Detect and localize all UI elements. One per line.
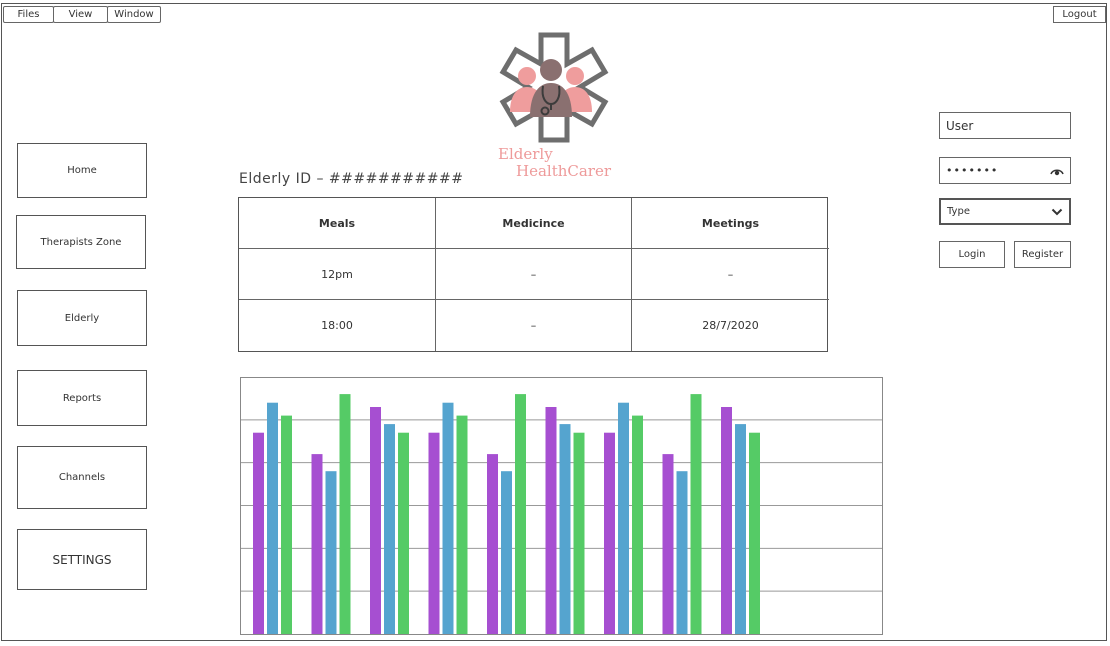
brand-line-1: Elderly xyxy=(498,145,553,163)
menu-view[interactable]: View xyxy=(53,6,108,23)
register-button[interactable]: Register xyxy=(1014,241,1071,268)
table-cell: – xyxy=(436,300,632,351)
chart-bar-purple-7 xyxy=(604,433,615,634)
chart-bar-blue-3 xyxy=(384,424,395,634)
schedule-table xyxy=(238,197,828,352)
table-header-meetings: Meetings xyxy=(632,198,829,249)
chart-bar-purple-3 xyxy=(370,407,381,634)
login-button[interactable]: Login xyxy=(939,241,1005,268)
chart-bar-green-8 xyxy=(691,394,702,634)
chart-bar-purple-9 xyxy=(721,407,732,634)
chart-bar-green-6 xyxy=(574,433,585,634)
chart-bar-blue-2 xyxy=(326,471,337,634)
sidebar-item-channels[interactable]: Channels xyxy=(17,446,147,509)
sidebar-item-elderly[interactable]: Elderly xyxy=(17,290,147,346)
chart-bar-purple-5 xyxy=(487,454,498,634)
chart-bar-purple-4 xyxy=(429,433,440,634)
table-cell: 18:00 xyxy=(239,300,436,351)
username-input[interactable]: User xyxy=(939,112,1071,139)
chart-bar-green-3 xyxy=(398,433,409,634)
logout-button[interactable]: Logout xyxy=(1053,6,1106,23)
chart-bar-blue-6 xyxy=(560,424,571,634)
type-select-value: Type xyxy=(947,206,970,217)
sidebar-item-home[interactable]: Home xyxy=(17,143,147,198)
chart-bar-green-1 xyxy=(281,416,292,634)
chevron-down-icon xyxy=(1051,208,1063,216)
table-header-medicine: Medicince xyxy=(436,198,632,249)
chart-bar-green-5 xyxy=(515,394,526,634)
brand-line-2: HealthCarer xyxy=(516,162,612,180)
table-cell: – xyxy=(632,249,829,300)
chart-bar-green-9 xyxy=(749,433,760,634)
show-password-eye-icon[interactable] xyxy=(1050,166,1064,176)
table-cell: 12pm xyxy=(239,249,436,300)
table-cell: – xyxy=(436,249,632,300)
elderly-id-label: Elderly ID – ########### xyxy=(239,171,464,187)
chart-bar-blue-7 xyxy=(618,403,629,634)
sidebar-item-therapists-zone[interactable]: Therapists Zone xyxy=(16,215,146,269)
chart-bar-purple-8 xyxy=(663,454,674,634)
medical-star-logo-icon xyxy=(494,32,614,144)
table-header-meals: Meals xyxy=(239,198,436,249)
chart-bar-blue-8 xyxy=(677,471,688,634)
brand-name xyxy=(498,146,611,180)
chart-bar-purple-1 xyxy=(253,433,264,634)
chart-bar-blue-1 xyxy=(267,403,278,634)
chart-bar-green-7 xyxy=(632,416,643,634)
sidebar-item-reports[interactable]: Reports xyxy=(17,370,147,426)
type-select[interactable] xyxy=(939,198,1071,225)
menu-window[interactable]: Window xyxy=(107,6,161,23)
chart-bar-purple-2 xyxy=(312,454,323,634)
menu-files[interactable]: Files xyxy=(3,6,54,23)
sidebar-item-settings[interactable]: SETTINGS xyxy=(17,529,147,590)
chart-bar-blue-5 xyxy=(501,471,512,634)
password-mask: ••••••• xyxy=(946,164,999,177)
chart-bar-blue-9 xyxy=(735,424,746,634)
chart-bar-blue-4 xyxy=(443,403,454,634)
chart-bar-green-4 xyxy=(457,416,468,634)
table-cell: 28/7/2020 xyxy=(702,319,759,332)
chart-bar-green-2 xyxy=(340,394,351,634)
password-input[interactable] xyxy=(939,157,1071,184)
chart-bar-purple-6 xyxy=(546,407,557,634)
menu-bar xyxy=(3,6,160,23)
bar-chart xyxy=(240,377,883,635)
